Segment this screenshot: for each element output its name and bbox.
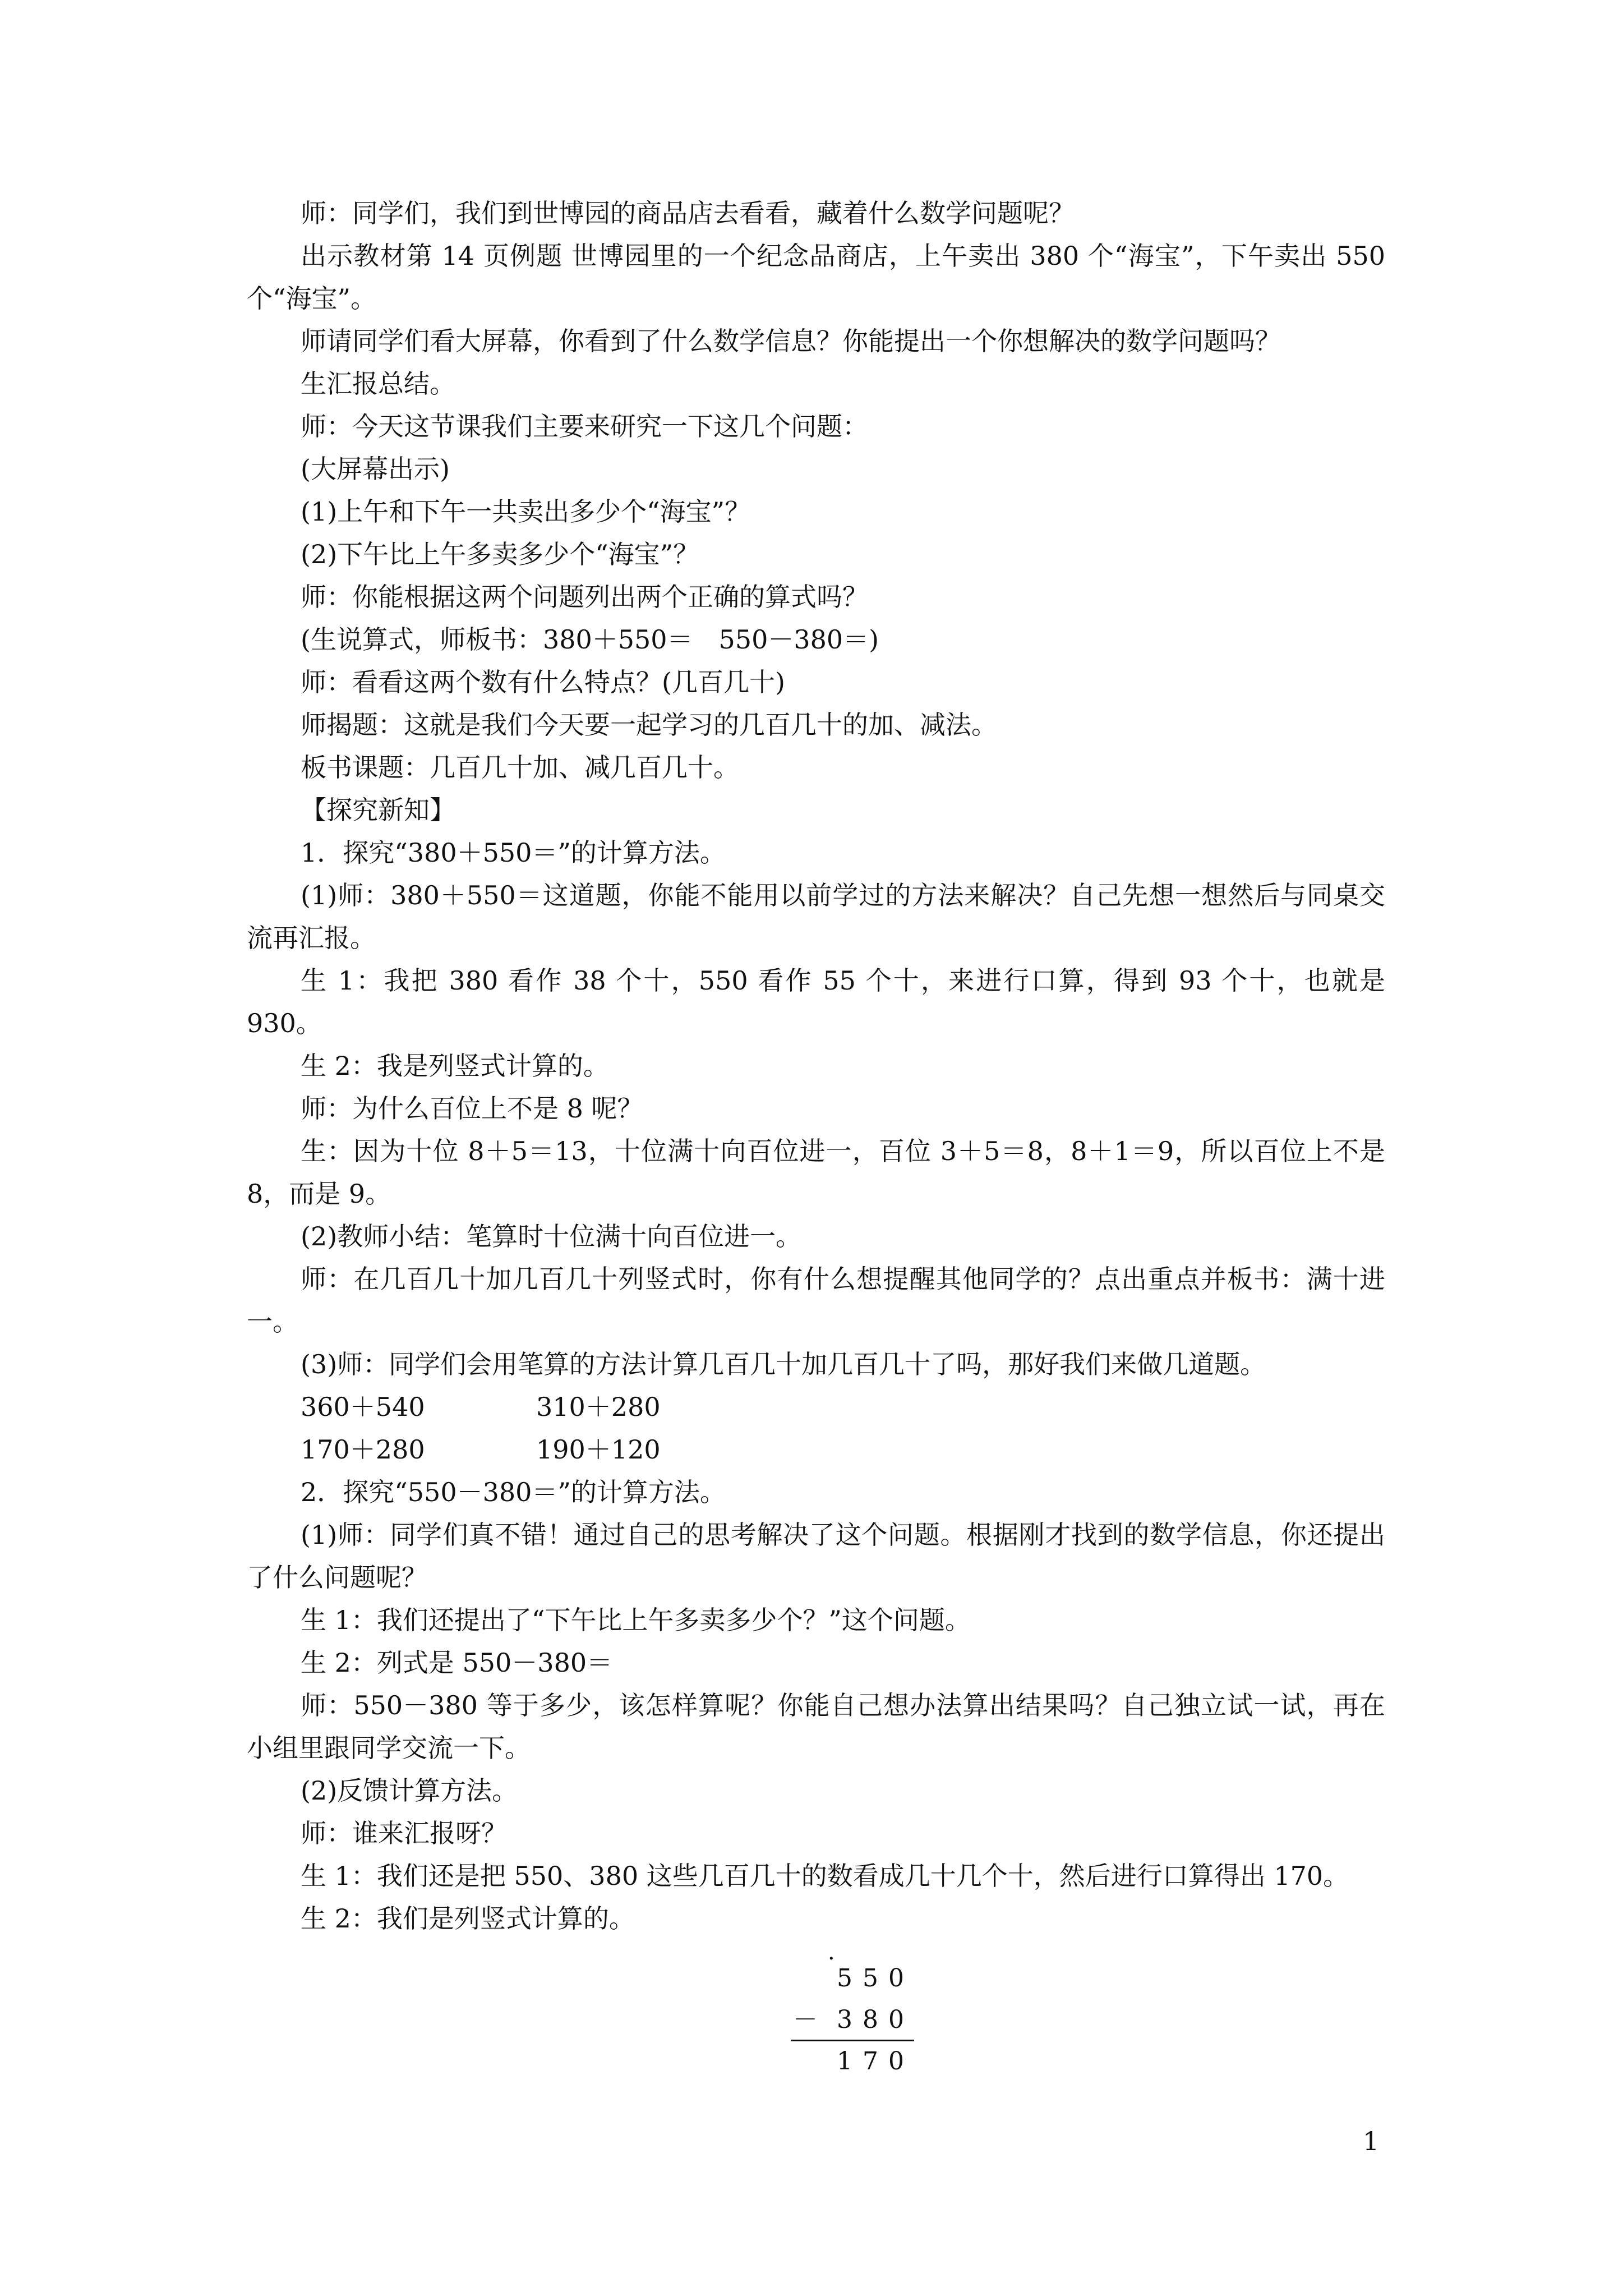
paragraph: 2．探究“550－380＝”的计算方法。 xyxy=(301,1477,726,1507)
paragraph: (1)师：同学们真不错！通过自己的思考解决了这个问题。根据刚才找到的数学信息，你还提出了什么问题呢？ xyxy=(247,1520,1385,1593)
paragraph: 生汇报总结。 xyxy=(301,369,455,399)
exercise-row xyxy=(247,1386,1385,1428)
paragraph: 生：因为十位 8＋5＝13，十位满十向百位进一，百位 3＋5＝8，8＋1＝9，所以百位上不是 8，而是 9。 xyxy=(247,1136,1385,1209)
paragraph: (1)上午和下午一共卖出多少个“海宝”？ xyxy=(301,496,751,527)
paragraph: 师：谁来汇报呀？ xyxy=(301,1818,507,1848)
section-heading: 【探究新知】 xyxy=(301,795,455,825)
exercise-item: 360＋540 xyxy=(301,1392,425,1422)
paragraph: 1．探究“380＋550＝”的计算方法。 xyxy=(301,838,726,868)
lesson-body xyxy=(247,192,1385,1940)
paragraph: 生 1：我们还提出了“下午比上午多卖多少个？”这个问题。 xyxy=(301,1605,971,1635)
paragraph: 师：今天这节课我们主要来研究一下这几个问题： xyxy=(301,411,868,441)
paragraph: 生 2：列式是 550－380＝ xyxy=(301,1648,613,1678)
difference: 170 xyxy=(837,2047,914,2076)
borrow-dot: · xyxy=(828,1946,835,1972)
exercise-item: 310＋280 xyxy=(536,1392,661,1422)
paragraph: (3)师：同学们会用笔算的方法计算几百几十加几百几十了吗，那好我们来做几道题。 xyxy=(301,1349,1266,1379)
exercise-item: 190＋120 xyxy=(536,1434,661,1465)
paragraph: (2)反馈计算方法。 xyxy=(301,1775,518,1806)
exercise-item: 170＋280 xyxy=(301,1434,425,1465)
subtrahend: 380 xyxy=(837,2005,914,2034)
paragraph: (大屏幕出示) xyxy=(301,454,450,484)
paragraph: 生 2：我们是列竖式计算的。 xyxy=(301,1903,635,1934)
paragraph: 师：在几百几十加几百几十列竖式时，你有什么想提醒其他同学的？点出重点并板书：满十进一。 xyxy=(247,1264,1385,1337)
minuend: 550 xyxy=(837,1964,914,1993)
paragraph: 师揭题：这就是我们今天要一起学习的几百几十的加、减法。 xyxy=(301,710,997,740)
paragraph: 板书课题：几百几十加、减几百几十。 xyxy=(301,752,739,783)
paragraph: 师：看看这两个数有什么特点？(几百几十) xyxy=(301,667,785,697)
exercise-row xyxy=(247,1428,1385,1471)
paragraph: 师：你能根据这两个问题列出两个正确的算式吗？ xyxy=(301,582,868,612)
paragraph: 生 1：我把 380 看作 38 个十，550 看作 55 个十，来进行口算，得到 93 个十，也就是930。 xyxy=(247,965,1385,1038)
subtrahend-row xyxy=(780,1999,914,2041)
result-row xyxy=(780,2041,914,2082)
paragraph: (2)教师小结：笔算时十位满十向百位进一。 xyxy=(301,1221,802,1251)
paragraph: (2)下午比上午多卖多少个“海宝”？ xyxy=(301,539,699,569)
paragraph: (生说算式，师板书：380＋550＝ 550－380＝) xyxy=(301,624,879,655)
minuend-row xyxy=(780,1946,914,1999)
paragraph: 师请同学们看大屏幕，你看到了什么数学信息？你能提出一个你想解决的数学问题吗？ xyxy=(301,326,1281,356)
paragraph: 师：同学们，我们到世博园的商品店去看看，藏着什么数学问题呢？ xyxy=(301,198,1075,228)
paragraph: 师：550－380 等于多少，该怎样算呢？你能自己想办法算出结果吗？自己独立试一试，再在小组里跟同学交流一下。 xyxy=(247,1690,1385,1763)
paragraph: 出示教材第 14 页例题 世博园里的一个纪念品商店，上午卖出 380 个“海宝”，下午卖出 550 个“海宝”。 xyxy=(247,241,1385,314)
paragraph: (1)师：380＋550＝这道题，你能不能用以前学过的方法来解决？自己先想一想然后与同桌交流再汇报。 xyxy=(247,880,1385,953)
minus-sign: － xyxy=(793,2005,828,2034)
page-number: 1 xyxy=(1363,2126,1380,2156)
vertical-subtraction xyxy=(780,1946,914,2082)
paragraph: 生 1：我们还是把 550、380 这些几百几十的数看成几十几个十，然后进行口算得出 170。 xyxy=(301,1861,1349,1891)
paragraph: 师：为什么百位上不是 8 呢？ xyxy=(301,1093,643,1124)
paragraph: 生 2：我是列竖式计算的。 xyxy=(301,1051,609,1081)
